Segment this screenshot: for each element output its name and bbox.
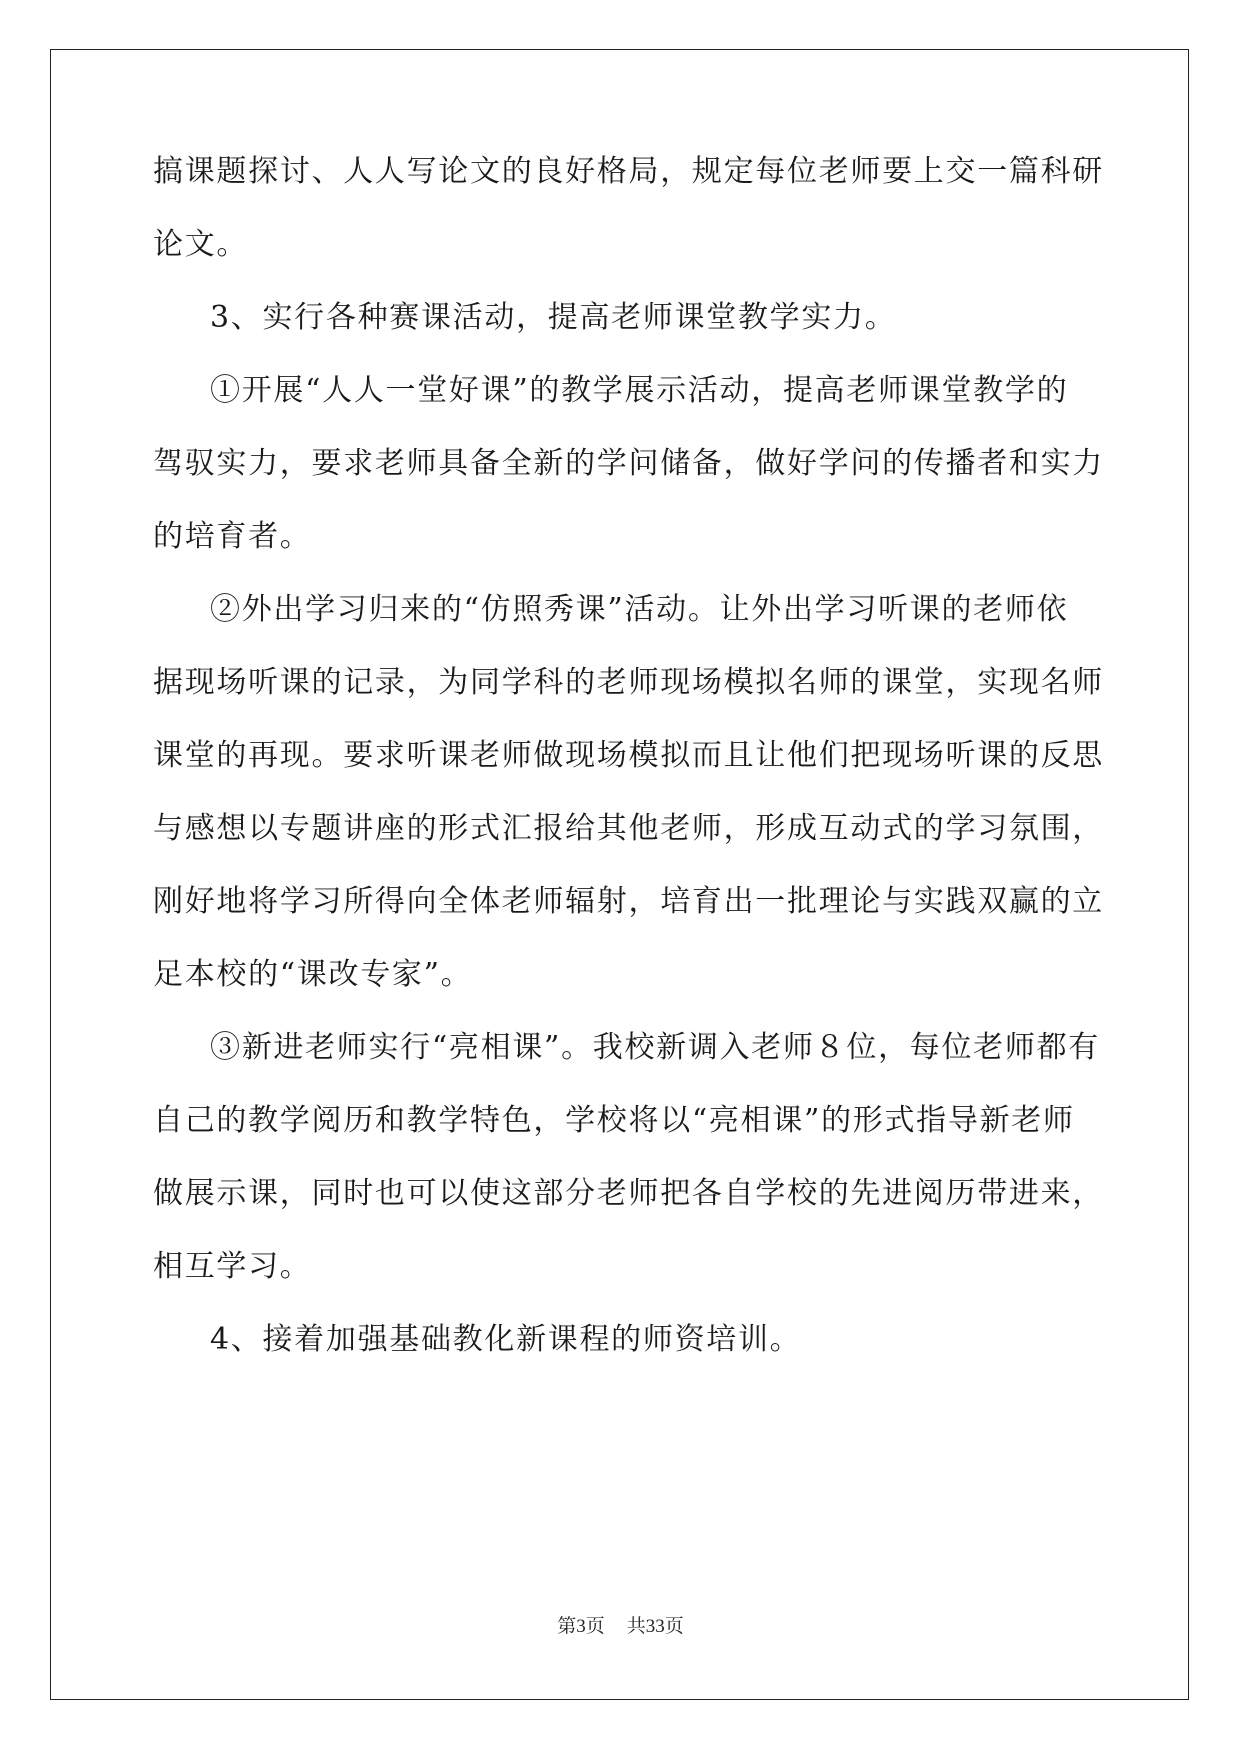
page-total: 共33页 xyxy=(626,1615,684,1637)
text-line: 做展示课，同时也可以使这部分老师把各自学校的先进阅历带进来， xyxy=(153,1176,1104,1211)
section-heading: 3、实行各种赛课活动，提高老师课堂教学实力。 xyxy=(210,300,897,335)
text-line: 与感想以专题讲座的形式汇报给其他老师，形成互动式的学习氛围， xyxy=(153,811,1104,846)
text-line: ①开展“人人一堂好课”的教学展示活动，提高老师课堂教学的 xyxy=(210,373,1069,408)
text-line: ②外出学习归来的“仿照秀课”活动。让外出学习听课的老师依 xyxy=(210,592,1069,627)
page-number: 第3页 xyxy=(557,1615,605,1637)
text-line: 刚好地将学习所得向全体老师辐射，培育出一批理论与实践双赢的立 xyxy=(153,884,1104,919)
text-line: 论文。 xyxy=(153,227,249,262)
text-line: 的培育者。 xyxy=(153,519,312,554)
text-line: 相互学习。 xyxy=(153,1249,312,1284)
page-footer xyxy=(0,1614,1241,1639)
text-line: 自己的教学阅历和教学特色，学校将以“亮相课”的形式指导新老师 xyxy=(153,1103,1075,1138)
text-line: 驾驭实力，要求老师具备全新的学问储备，做好学问的传播者和实力 xyxy=(153,446,1104,481)
text-line: 据现场听课的记录，为同学科的老师现场模拟名师的课堂，实现名师 xyxy=(153,665,1104,700)
text-line: ③新进老师实行“亮相课”。我校新调入老师８位，每位老师都有 xyxy=(210,1030,1100,1065)
text-line: 足本校的“课改专家”。 xyxy=(153,957,473,992)
text-line: 搞课题探讨、人人写论文的良好格局，规定每位老师要上交一篇科研 xyxy=(153,154,1104,189)
text-line: 课堂的再现。要求听课老师做现场模拟而且让他们把现场听课的反思 xyxy=(153,738,1104,773)
section-heading: 4、接着加强基础教化新课程的师资培训。 xyxy=(210,1322,802,1357)
page-border xyxy=(50,49,1189,1700)
